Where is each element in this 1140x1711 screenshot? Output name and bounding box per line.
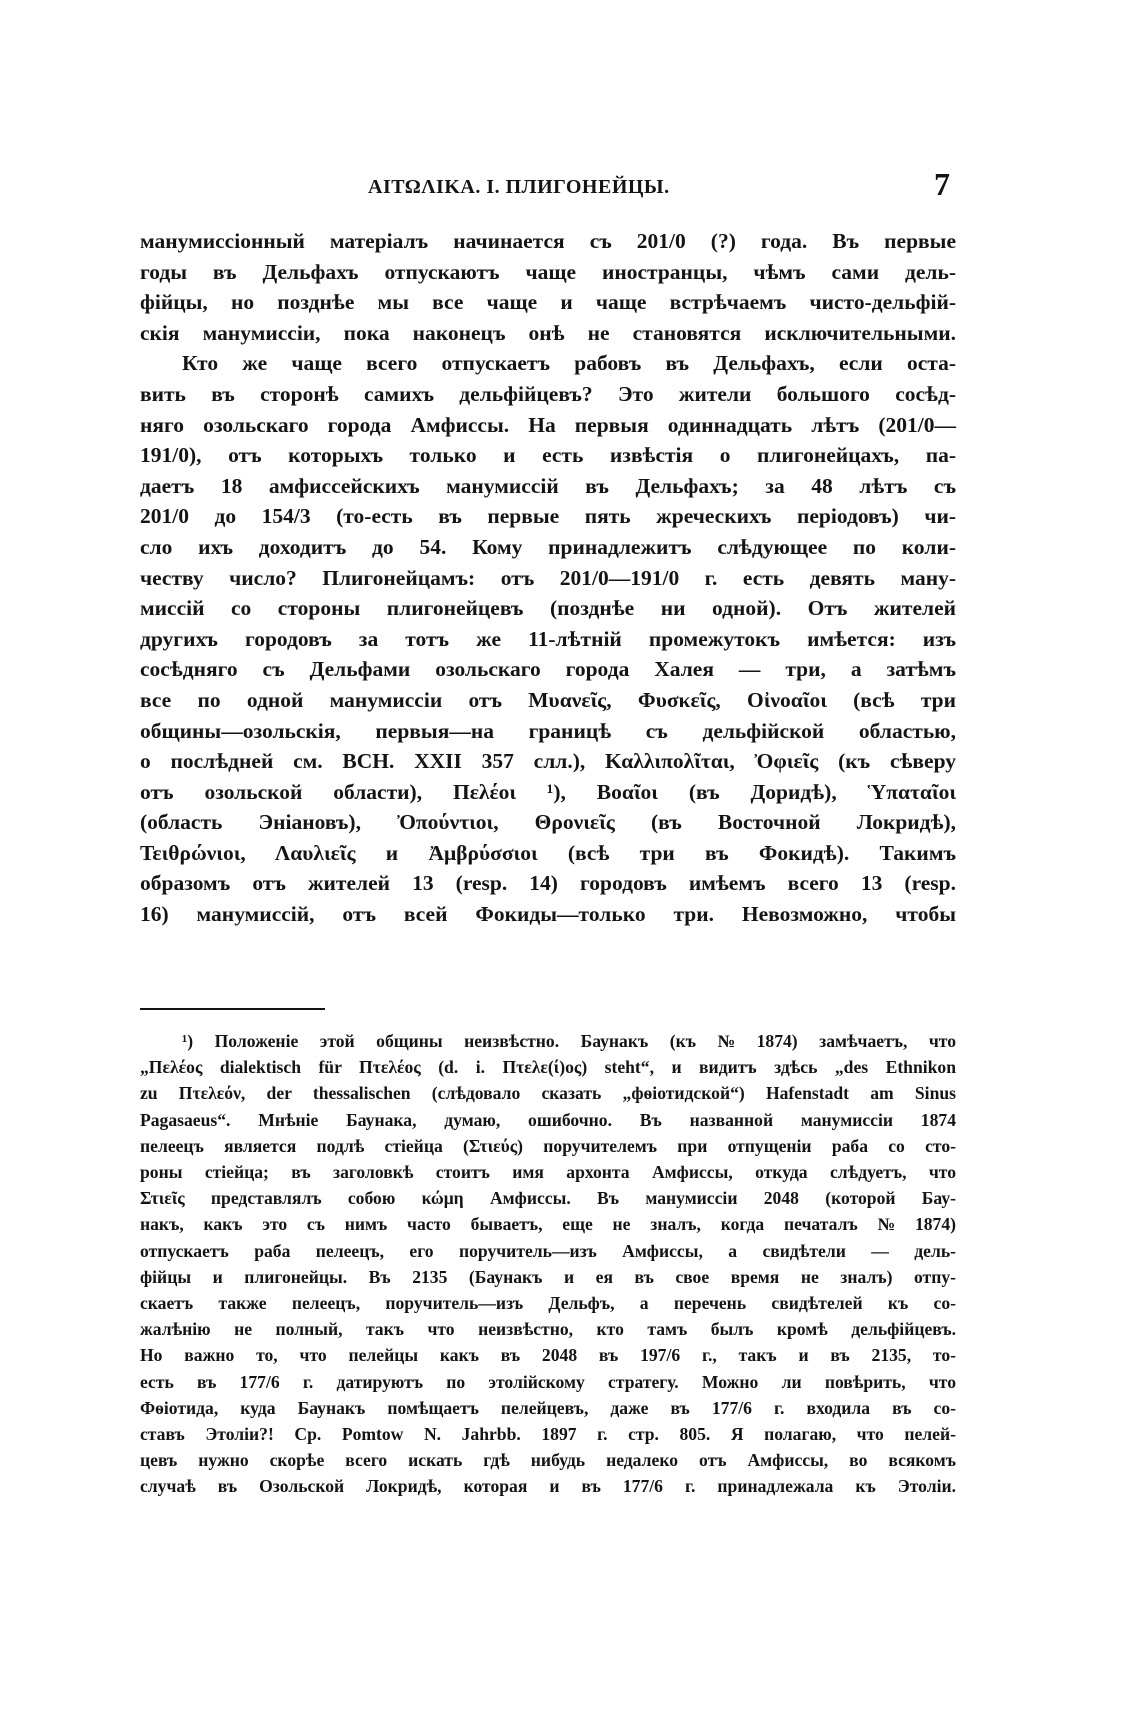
text-line: вить въ сторонѣ самихъ дельфійцевъ? Это жители большого сосѣд- <box>140 381 956 406</box>
footnote-line: „Πελέος dialektisch für Πτελέος (d. i. Πτελε(ί)ος) steht“, и видитъ здѣсь „des Ethnikon <box>140 1057 956 1078</box>
running-title: ΑΙΤΩΛΙΚΑ. I. ПЛИГОНЕЙЦЫ. <box>368 176 670 198</box>
text-line: Τειθρώνιοι, Λαυλιεῖς и Ἀμβρύσσιοι (всѣ три въ Фокидѣ). Такимъ <box>140 840 956 865</box>
text-line: сосѣдняго съ Дельфами озольскаго города Халея — три, а затѣмъ <box>140 657 956 682</box>
page-header <box>140 166 960 210</box>
text-line: другихъ городовъ за тотъ же 11-лѣтній промежутокъ имѣется: изъ <box>140 626 956 651</box>
footnote-line: отпускаетъ раба пелеецъ, его поручитель—изъ Амфиссы, а свидѣтели — дель- <box>140 1240 956 1261</box>
footnote-line: Pagasaeus“. Мнѣніе Баунака, думаю, ошибочно. Въ названной манумиссіи 1874 <box>140 1109 956 1130</box>
text-line: о послѣдней см. BCH. XXII 357 слл.), Καλλιπολῖται, Ὀφιεῖς (къ сѣверу <box>140 749 956 774</box>
text-line: (область Эніановъ), Ὀπούντιοι, Θρονιεῖς (въ Восточной Локридѣ), <box>140 810 956 835</box>
text-line: честву число? Плигонейцамъ: отъ 201/0—191/0 г. есть девять ману- <box>140 565 956 590</box>
footnote-line: Фѳіотида, куда Баунакъ помѣщаетъ пелейцевъ, даже въ 177/6 г. входила въ со- <box>140 1397 956 1418</box>
footnote-line: жалѣнію не полный, такъ что неизвѣстно, кто тамъ былъ кромѣ дельфійцевъ. <box>140 1319 956 1340</box>
footnote-line: фійцы и плигонейцы. Въ 2135 (Баунакъ и ея въ свое время не зналъ) отпу- <box>140 1266 956 1287</box>
footnote-line: Но важно то, что пелейцы какъ въ 2048 въ 197/6 г., такъ и въ 2135, то- <box>140 1345 956 1366</box>
footnote-line: zu Πτελεόν, der thessalischen (слѣдовало сказать „фѳіотидской“) Hafenstadt am Sinus <box>140 1083 956 1104</box>
text-line: 201/0 до 154/3 (то-есть въ первые пять жреческихъ періодовъ) чи- <box>140 504 956 529</box>
text-line: манумиссіонный матеріалъ начинается съ 201/0 (?) года. Въ первые <box>140 229 956 253</box>
footnote <box>140 1028 956 1500</box>
text-line: образомъ отъ жителей 13 (resp. 14) городовъ имѣемъ всего 13 (resp. <box>140 871 956 896</box>
footnote-line: накъ, какъ это съ нимъ часто бываетъ, еще не зналъ, когда печаталъ № 1874) <box>140 1214 956 1235</box>
text-line: годы въ Дельфахъ отпускаютъ чаще иностранцы, чѣмъ сами дель- <box>140 259 956 284</box>
paragraph-1 <box>140 226 956 348</box>
text-line: фійцы, но позднѣе мы все чаще и чаще встрѣчаемъ чисто-дельфій- <box>140 290 956 315</box>
text-line: 16) манумиссій, отъ всей Фокиды—только три. Невозможно, чтобы <box>140 902 956 927</box>
footnote-line: цевъ нужно скорѣе всего искать гдѣ нибудь недалеко отъ Амфиссы, во всякомъ <box>140 1450 956 1471</box>
footnote-line: роны стіейца; въ заголовкѣ стоитъ имя архонта Амфиссы, откуда слѣдуетъ, что <box>140 1162 956 1183</box>
text-line: общины—озольскія, первыя—на границѣ съ дельфійской областью, <box>140 718 956 743</box>
text-line: миссій со стороны плигонейцевъ (позднѣе ни одной). Отъ жителей <box>140 596 956 621</box>
text-line: няго озольскаго города Амфиссы. На первыя одиннадцать лѣтъ (201/0— <box>140 412 956 437</box>
body-text <box>140 226 956 930</box>
text-line: скія манумиссіи, пока наконецъ онѣ не становятся исключительными. <box>140 320 956 345</box>
text-line: даетъ 18 амфиссейскихъ манумиссій въ Дельфахъ; за 48 лѣтъ съ <box>140 473 956 498</box>
page-number: 7 <box>934 166 950 202</box>
footnote-rule <box>140 1008 325 1010</box>
text-line: сло ихъ доходитъ до 54. Кому принадлежитъ слѣдующее по коли- <box>140 534 956 559</box>
paragraph-2 <box>140 348 956 929</box>
footnote-line: пелеецъ является подлѣ стіейца (Στιεύς) поручителемъ при отпущеніи раба со сто- <box>140 1135 956 1156</box>
text-line: все по одной манумиссіи отъ Μυανεῖς, Φυσκεῖς, Οἰνοαῖοι (всѣ три <box>140 687 956 712</box>
footnote-line: скаетъ также пелеецъ, поручитель—изъ Дельфъ, а перечень свидѣтелей къ со- <box>140 1293 956 1314</box>
text-line: 191/0), отъ которыхъ только и есть извѣстія о плигонейцахъ, па- <box>140 443 956 468</box>
footnote-line: случаѣ въ Озольской Локридѣ, которая и въ 177/6 г. принадлежала къ Этоліи. <box>140 1476 956 1497</box>
text-line: Кто же чаще всего отпускаетъ рабовъ въ Дельфахъ, если оста- <box>182 351 956 376</box>
footnote-line: ставъ Этоліи?! Ср. Pomtow N. Jahrbb. 1897 г. стр. 805. Я полагаю, что пелей- <box>140 1424 956 1445</box>
footnote-line: ¹) Положеніе этой общины неизвѣстно. Баунакъ (къ № 1874) замѣчаетъ, что <box>182 1031 956 1051</box>
footnote-line: Στιεῖς представлялъ собою κώμη Амфиссы. Въ манумиссіи 2048 (которой Бау- <box>140 1188 956 1209</box>
text-line: отъ озольской области), Πελέοι ¹), Βοαῖοι (въ Доридѣ), Ὑπαταῖοι <box>140 779 956 804</box>
footnote-line: есть въ 177/6 г. датируютъ по этолійскому стратегу. Можно ли повѣрить, что <box>140 1371 956 1392</box>
